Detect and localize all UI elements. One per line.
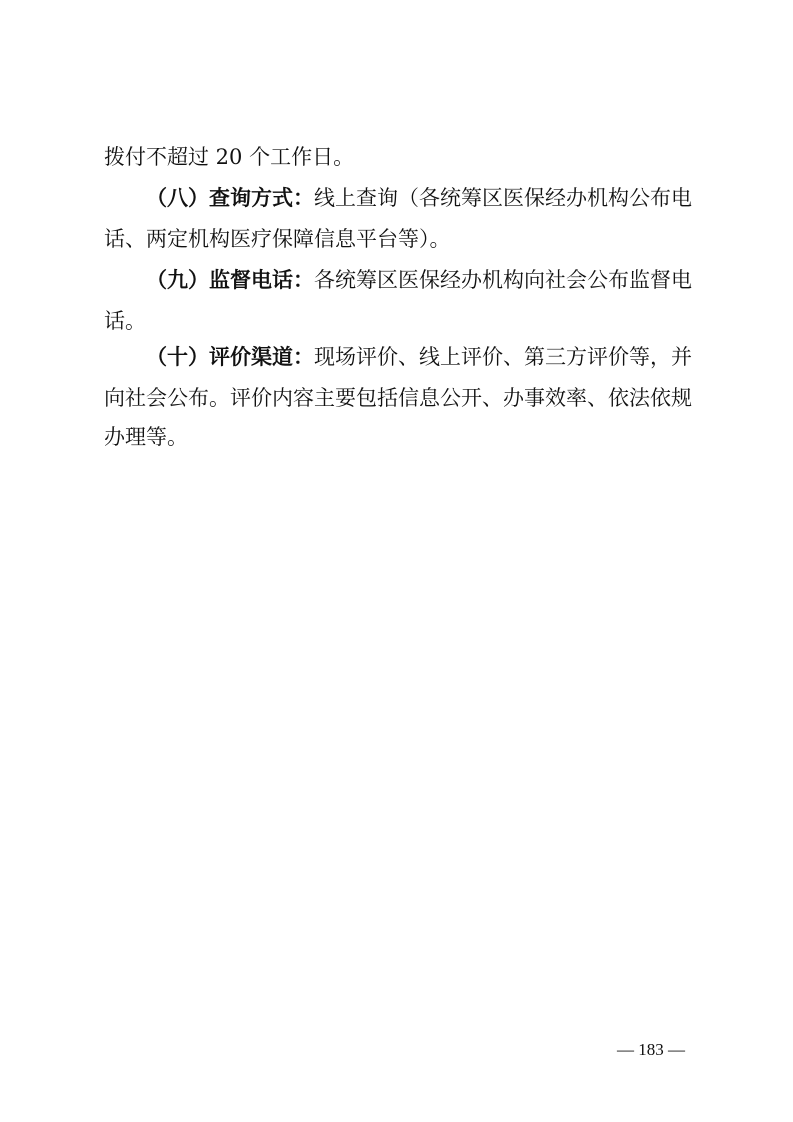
body-text: 现场评价、线上评价、第三方评价等，并	[314, 345, 692, 369]
section-heading-8: （八）查询方式：	[146, 186, 314, 210]
section-heading-9: （九）监督电话：	[146, 268, 314, 292]
body-text: 各统筹区医保经办机构向社会公布监督电	[314, 268, 692, 292]
section-heading-10: （十）评价渠道：	[146, 345, 314, 369]
body-text-line: 向社会公布。评价内容主要包括信息公开、办事效率、依法依规	[104, 386, 692, 410]
paragraph-10-first-line	[146, 343, 694, 371]
page-number: — 183 —	[617, 1040, 685, 1059]
body-text-line: 话。	[104, 309, 146, 333]
body-text-line: 拨付不超过 20 个工作日。	[104, 145, 355, 169]
paragraph-8-first-line	[146, 184, 694, 212]
body-text-line: 办理等。	[104, 425, 188, 449]
body-text: 线上查询（各统筹区医保经办机构公布电	[314, 186, 692, 210]
paragraph-9-first-line	[146, 266, 694, 294]
body-text-line: 话、两定机构医疗保障信息平台等）。	[104, 227, 451, 251]
